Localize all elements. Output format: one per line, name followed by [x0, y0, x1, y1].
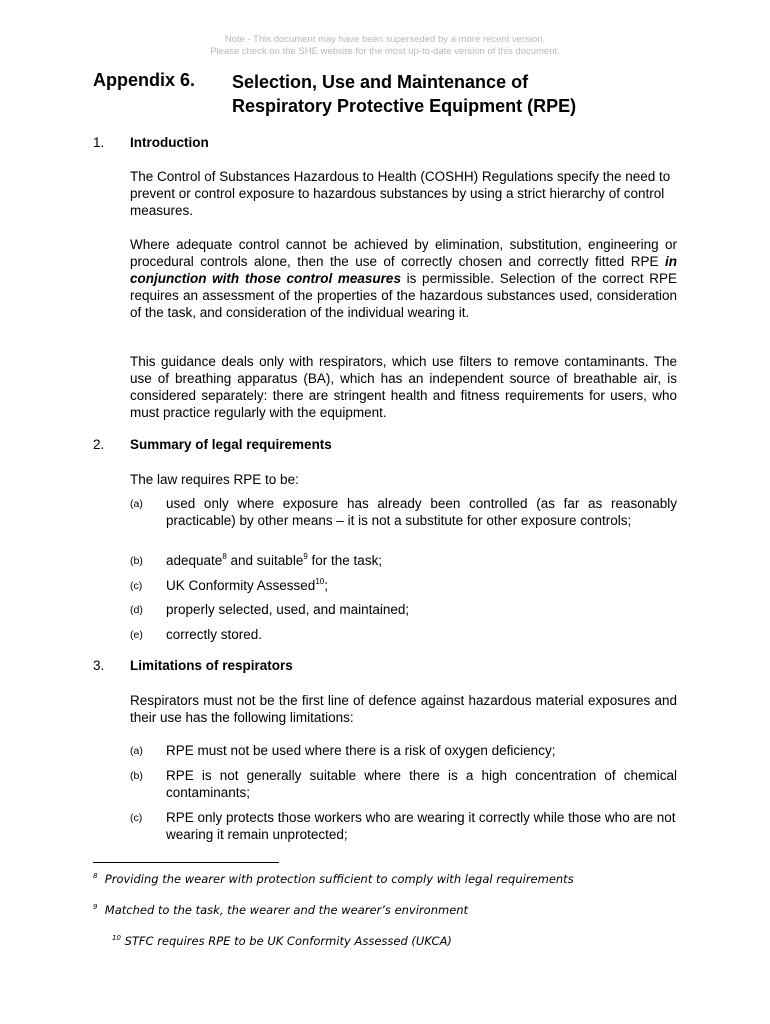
legal-item-e-text: correctly stored.	[166, 627, 263, 642]
footnote-ref-9: 9	[303, 552, 308, 561]
legal-item-c-part2: ;	[324, 578, 328, 593]
intro-paragraph-2-emphasis: in conjunction with those control measures	[130, 254, 677, 286]
footnote-separator	[93, 862, 279, 863]
legal-item-b-part3: for the task;	[307, 553, 383, 568]
limitations-intro: Respirators must not be the first line of defence against hazardous material exposures and their use has the following limitations:	[130, 693, 677, 725]
legal-item-b-part2: and suitable	[226, 553, 304, 568]
page-title-line2: Respiratory Protective Equipment (RPE)	[232, 96, 577, 116]
intro-paragraph-2	[130, 236, 677, 321]
legal-item-b-label: (b)	[130, 555, 143, 567]
legal-intro: The law requires RPE to be:	[130, 472, 299, 487]
footnote-10-text: STFC requires RPE to be UK Conformity Assessed (UKCA)	[124, 934, 452, 948]
footnote-8-mark: 8	[93, 872, 98, 880]
legal-item-c-text	[166, 577, 677, 594]
section-1-heading: Introduction	[130, 135, 209, 150]
section-3-number: 3.	[93, 658, 105, 673]
footnote-8-text: Providing the wearer with protection sufficient to comply with legal requirements	[104, 872, 574, 886]
legal-item-b-text	[166, 552, 677, 569]
appendix-number: Appendix 6.	[93, 70, 196, 90]
supersede-note-line2: Please check on the SHE website for the most up-to-date version of this document.	[210, 46, 560, 57]
limitation-item-b-text: RPE is not generally suitable where there is a high concentration of chemical contaminants;	[166, 768, 677, 800]
limitation-item-c-label: (c)	[130, 812, 143, 824]
legal-item-b-part1: adequate	[166, 553, 223, 568]
footnote-8	[93, 872, 574, 886]
intro-paragraph-2-start: Where adequate control cannot be achieved by elimination, substitution, engineering or procedural controls alone, then the use of correctly chosen and correctly fitted RPE	[130, 237, 677, 269]
footnote-9-mark: 9	[93, 903, 98, 911]
page-title-line1: Selection, Use and Maintenance of	[232, 72, 529, 92]
intro-paragraph-3: This guidance deals only with respirators, which use filters to remove contaminants. The use of breathing apparatus (BA), which has an independent source of breathable air, is considered separately: there are stringent health and fitness requirements for users, who must practice regularly with the equipment.	[130, 354, 677, 420]
footnote-9	[93, 903, 468, 917]
limitation-item-a-text: RPE must not be used where there is a risk of oxygen deficiency;	[166, 743, 556, 758]
legal-item-a-text: used only where exposure has already been controlled (as far as reasonably practicable) by other means – it is not a substitute for other exposure controls;	[166, 496, 677, 528]
intro-paragraph-1: The Control of Substances Hazardous to Health (COSHH) Regulations specify the need to prevent or control exposure to hazardous substances by using a strict hierarchy of control measures.	[130, 169, 671, 218]
section-3-heading: Limitations of respirators	[130, 658, 293, 673]
section-2-heading: Summary of legal requirements	[130, 437, 332, 452]
legal-item-d-text: properly selected, used, and maintained;	[166, 602, 410, 617]
supersede-note-line1: Note - This document may have been superseded by a more recent version.	[224, 34, 546, 45]
section-1-number: 1.	[93, 135, 105, 150]
legal-item-c-label: (c)	[130, 580, 143, 592]
legal-item-e-label: (e)	[130, 629, 143, 641]
limitation-item-c-text: RPE only protects those workers who are wearing it correctly while those who are not wearing it remain unprotected;	[166, 810, 676, 842]
intro-paragraph-2-end: is permissible. Selection of the correct RPE requires an assessment of the properties of the hazardous substances used, consideration of the task, and consideration of the individual wearing it.	[130, 271, 677, 320]
section-2-number: 2.	[93, 437, 105, 452]
page-title	[232, 70, 692, 118]
footnote-ref-10: 10	[315, 577, 325, 586]
footnote-10	[112, 934, 452, 948]
limitation-item-b-label: (b)	[130, 770, 143, 782]
footnote-9-text: Matched to the task, the wearer and the wearer’s environment	[104, 903, 469, 917]
legal-item-c-part1: UK Conformity Assessed	[166, 578, 316, 593]
limitation-item-a-label: (a)	[130, 745, 143, 757]
legal-item-a-label: (a)	[130, 498, 143, 510]
legal-item-d-label: (d)	[130, 604, 143, 616]
footnote-10-mark: 10	[112, 934, 121, 942]
footnote-ref-8: 8	[222, 552, 227, 561]
